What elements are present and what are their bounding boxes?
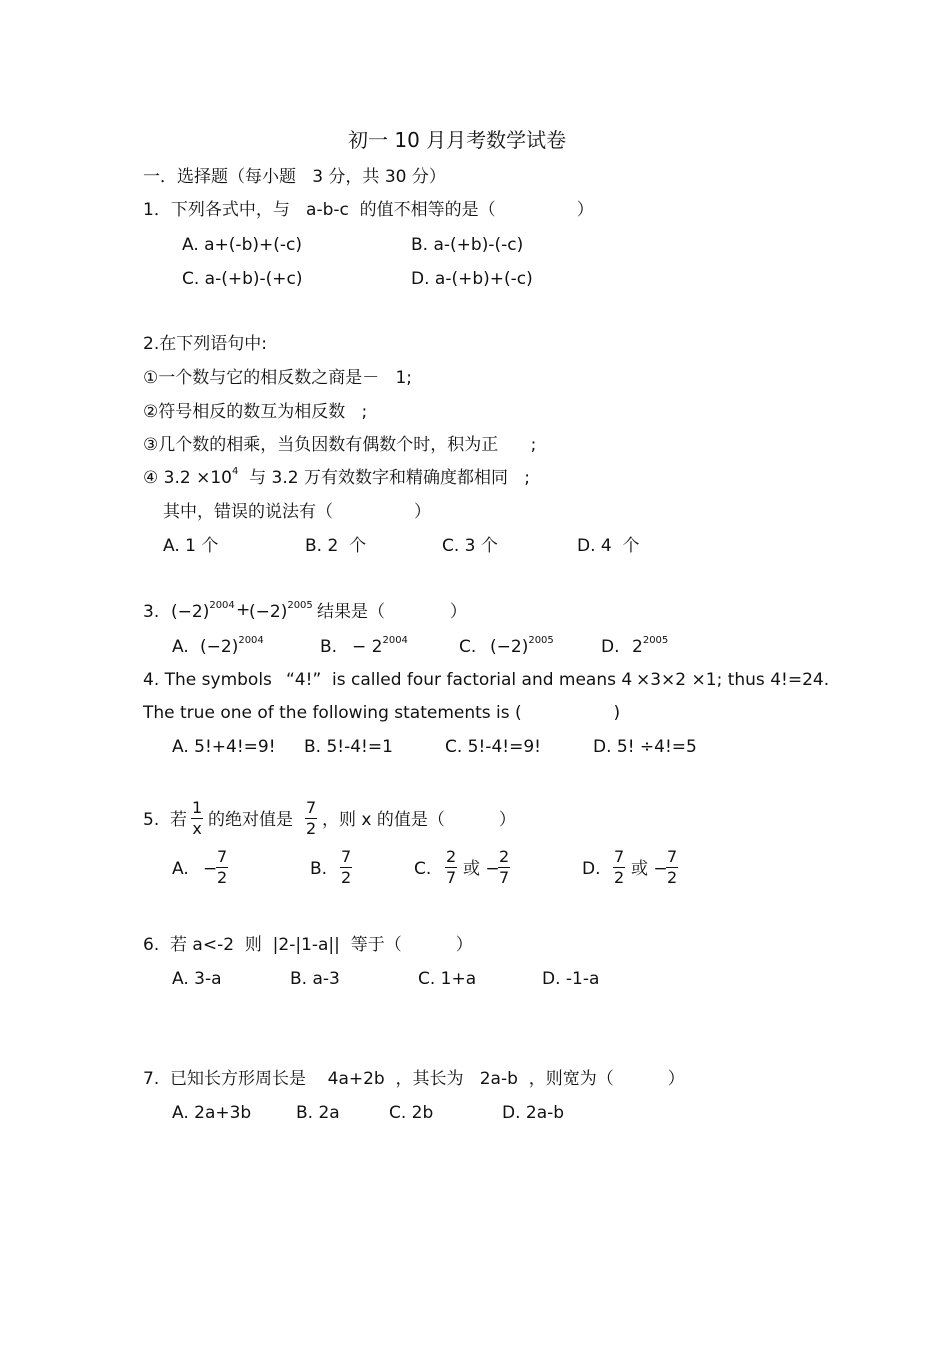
q6-option-d: D. -1-a (542, 969, 600, 989)
q5-option-c-numerator-1: 2 (446, 847, 457, 866)
q7-option-c: C. 2b (389, 1103, 434, 1123)
q6-option-a: A. 3-a (172, 969, 222, 989)
q2-s4-exponent: 4 (231, 466, 239, 477)
q5-option-d-or: 或 − (631, 859, 668, 879)
q2-option-c: C. 3 个 (442, 536, 498, 556)
q1-option-d: D. a-(+b)+(-c) (411, 269, 533, 289)
q3-option-a-base: (−2) (200, 637, 239, 657)
q2-statement-4 (143, 468, 530, 488)
q3-exponent-1: 2004 (209, 600, 235, 611)
q7-option-a: A. 2a+3b (172, 1103, 252, 1123)
q1-option-a: A. a+(-b)+(-c) (182, 235, 302, 255)
q5-fraction-2-numerator: 7 (306, 798, 317, 817)
q4-line-1c: ×3×2 ×1; thus 4!=24. (636, 670, 830, 690)
q5-middle-text: 的绝对值是 (208, 810, 293, 830)
q3-option-a-label: A. (172, 637, 189, 657)
page-title: 初一 10 月月考数学试卷 (348, 128, 567, 152)
q3-term-2 (249, 602, 313, 622)
q5-fraction-1 (191, 799, 203, 838)
q1-stem: 1．下列各式中，与 a-b-c 的值不相等的是（ ） (143, 200, 594, 220)
q5-fraction-2 (305, 799, 317, 838)
q5-option-b-numerator: 7 (341, 847, 352, 866)
q3-option-c-base: (−2) (490, 637, 529, 657)
q2-s4-pre: ④ 3.2 ×10 (143, 468, 232, 488)
q4-option-a: A. 5!+4!=9! (172, 737, 276, 757)
q2-statement-3: ③几个数的相乘，当负因数有偶数个时，积为正 ; (143, 435, 537, 455)
q7-option-d: D. 2a-b (502, 1103, 565, 1123)
q2-statement-2: ②符号相反的数互为相反数 ; (143, 402, 368, 422)
q5-option-c-fraction-2 (498, 848, 510, 887)
q5-fraction-1-denominator: x (192, 819, 202, 838)
q6-stem: 6. 若 a<-2 则 |2-|1-a|| 等于（ ） (143, 935, 473, 955)
q2-option-b: B. 2 个 (305, 536, 367, 556)
q3-option-d-label: D. (601, 637, 620, 657)
q5-option-b-fraction (340, 848, 352, 887)
q3-base-2: (−2) (249, 602, 288, 622)
q3-option-b-label: B. (320, 637, 338, 657)
q3-option-c-exponent: 2005 (528, 635, 554, 646)
q5-option-d-fraction-2 (666, 848, 678, 887)
q5-option-a-denominator: 2 (217, 868, 228, 887)
q5-option-b-denominator: 2 (341, 868, 352, 887)
q5-option-a-fraction (216, 848, 228, 887)
q3-tail: 结果是（ ） (317, 602, 467, 622)
q5-option-d-label: D. (582, 859, 601, 879)
q5-option-c-or: 或 − (463, 859, 500, 879)
q5-option-a-label: A. (172, 859, 189, 879)
q5-option-a-numerator: 7 (217, 847, 228, 866)
q3-plus: + (236, 600, 251, 620)
q2-s4-post: 与 3.2 万有效数字和精确度都相同 ; (238, 468, 530, 488)
q3-option-a (200, 637, 264, 657)
q3-option-b (352, 637, 408, 657)
q5-option-d-numerator-2: 7 (667, 847, 678, 866)
q3-option-d (632, 637, 668, 657)
q5-tail: ，则 x 的值是（ ） (322, 810, 516, 830)
section-heading: 一．选择题（每小题 3 分，共 30 分） (143, 167, 446, 187)
q2-statement-1: ①一个数与它的相反数之商是－ 1; (143, 368, 412, 388)
q5-fraction-2-denominator: 2 (306, 819, 317, 838)
q5-option-d-numerator-1: 7 (614, 847, 625, 866)
q3-option-a-exponent: 2004 (238, 635, 264, 646)
q5-option-c-denominator-1: 7 (446, 868, 457, 887)
q5-option-c-label: C. (414, 859, 432, 879)
q6-option-b: B. a-3 (290, 969, 340, 989)
q3-exponent-2: 2005 (287, 600, 313, 611)
q5-option-b-label: B. (310, 859, 328, 879)
q6-option-c: C. 1+a (418, 969, 477, 989)
q3-number: 3. (143, 602, 160, 622)
q3-option-c-label: C. (459, 637, 477, 657)
q5-number: 5. 若 (143, 810, 188, 830)
q4-option-b: B. 5!-4!=1 (304, 737, 393, 757)
q4-line-1a: 4. The symbols (143, 670, 272, 690)
q4-option-c: C. 5!-4!=9! (445, 737, 541, 757)
q5-option-a-sign: − (203, 859, 218, 879)
q5-fraction-1-numerator: 1 (192, 798, 203, 817)
q3-option-d-base: 2 (632, 637, 643, 657)
q2-option-a: A. 1 个 (163, 536, 219, 556)
q4-option-d: D. 5! ÷4!=5 (593, 737, 697, 757)
q2-question: 其中，错误的说法有（ ） (163, 502, 432, 522)
q5-option-d-denominator-1: 2 (614, 868, 625, 887)
q7-stem: 7. 已知长方形周长是 4a+2b ，其长为 2a-b ，则宽为（ ） (143, 1069, 685, 1089)
q5-option-c-denominator-2: 7 (499, 868, 510, 887)
q1-option-b: B. a-(+b)-(-c) (411, 235, 524, 255)
q3-base-1: (−2) (171, 602, 210, 622)
q5-option-c-numerator-2: 2 (499, 847, 510, 866)
q5-option-d-denominator-2: 2 (667, 868, 678, 887)
q3-option-d-exponent: 2005 (642, 635, 669, 646)
q5-option-c-fraction-1 (445, 848, 457, 887)
q5-option-d-fraction-1 (613, 848, 625, 887)
q3-option-b-base: − 2 (352, 637, 383, 657)
q2-option-d: D. 4 个 (577, 536, 640, 556)
q7-option-b: B. 2a (296, 1103, 340, 1123)
q4-line-1b: “4!” is called four factorial and means 4 (286, 670, 633, 690)
q4-line-2: The true one of the following statements is ( ) (143, 703, 621, 723)
q3-option-c (490, 637, 554, 657)
q3-term-1 (171, 602, 235, 622)
q1-option-c: C. a-(+b)-(+c) (182, 269, 303, 289)
q2-stem: 2.在下列语句中: (143, 334, 267, 354)
q3-option-b-exponent: 2004 (382, 635, 408, 646)
